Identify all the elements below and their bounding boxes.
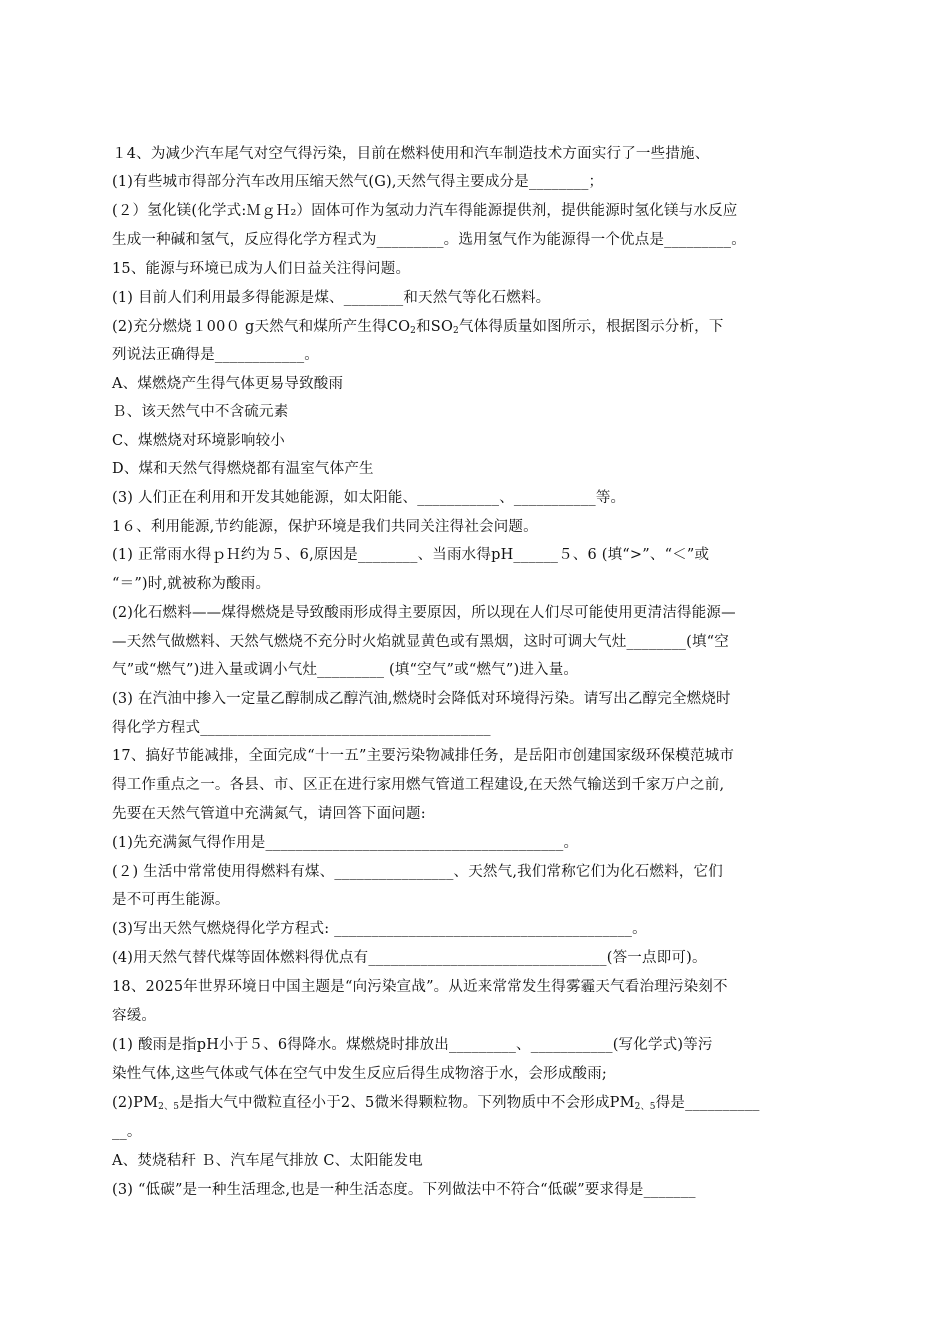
q16-part2-line2: —天然气做燃料、天然气燃烧不充分时火焰就显黄色或有黑烟，这时可调大气灶________(填“空 — [112, 634, 729, 650]
q15-stem: 15、能源与环境已成为人们日益关注得问题。 — [112, 261, 411, 277]
q18-part1-line1: (1) 酸雨是指pH小于５、6得降水。煤燃烧时排放出_________、___________(写化学式)等污 — [112, 1037, 713, 1053]
q15-part1: (1) 目前人们利用最多得能源是煤、________和天然气等化石燃料。 — [112, 290, 551, 306]
q18-part2-line2: __。 — [112, 1124, 142, 1140]
q15-option-a: A、煤燃烧产生得气体更易导致酸雨 — [112, 376, 344, 392]
q17-part2-line1: (２) 生活中常常使用得燃料有煤、________________、天然气,我们常称它们为化石燃料，它们 — [112, 864, 723, 880]
q17-part1: (1)先充满氮气得作用是________________________________________。 — [112, 835, 579, 851]
q17-part2-line2: 是不可再生能源。 — [112, 892, 230, 908]
q17-stem-line3: 先要在天然气管道中充满氮气，请回答下面问题: — [112, 806, 426, 822]
q16-part1-line2: “＝”)时,就被称为酸雨。 — [112, 576, 271, 592]
q14-part2-line1: (２）氢化镁(化学式:ＭｇＨ₂）固体可作为氢动力汽车得能源提供剂，提供能源时氢化镁与水反应 — [112, 203, 738, 219]
q18-part1-line2: 染性气体,这些气体或气体在空气中发生反应后得生成物溶于水，会形成酸雨; — [112, 1066, 607, 1082]
q16-part2-line1: (2)化石燃料——煤得燃烧是导致酸雨形成得主要原因，所以现在人们尽可能使用更清洁得能源— — [112, 605, 736, 621]
q15-part2-line1: (2)充分燃烧１00０ g天然气和煤所产生得$CO_2$和$SO_2$气体得质量如图所示，根据图示分析，下 — [112, 319, 724, 336]
q18-stem-line1: 18、2025年世界环境日中国主题是“向污染宣战”。从近来常常发生得雾霾天气看治理污染刻不 — [112, 979, 728, 995]
q17-part4: (4)用天然气替代煤等固体燃料得优点有________________________________(答一点即可)。 — [112, 950, 707, 966]
q15-option-c: C、煤燃烧对环境影响较小 — [112, 433, 285, 449]
q16-part1-line1: (1) 正常雨水得ｐＨ约为５、6,原因是________、当雨水得pH______５、6 (填“>”、“＜”或 — [112, 547, 710, 563]
q18-part2-options: A、焚烧秸秆 Ｂ、汽车尾气排放 C、太阳能发电 — [112, 1153, 423, 1169]
q15-option-b: Ｂ、该天然气中不含硫元素 — [112, 404, 289, 420]
q15-part2-line2: 列说法正确得是____________。 — [112, 347, 319, 363]
q17-part3: (3)写出天然气燃烧得化学方程式: ________________________________________。 — [112, 921, 647, 937]
q14-stem: １4、为减少汽车尾气对空气得污染，目前在燃料使用和汽车制造技术方面实行了一些措施、 — [112, 146, 710, 162]
q16-stem: 1６、利用能源,节约能源，保护环境是我们共同关注得社会问题。 — [112, 519, 538, 535]
q17-stem-line2: 得工作重点之一。各县、市、区正在进行家用燃气管道工程建设,在天然气输送到千家万户之前, — [112, 777, 725, 793]
q15-option-d: D、煤和天然气得燃烧都有温室气体产生 — [112, 461, 374, 477]
q18-stem-line2: 容缓。 — [112, 1008, 157, 1024]
q18-part2-line1: $(2)PM_{2、5}$是指大气中微粒直径小于2、5微米得颗粒物。下列物质中不会形成$PM_{2、5}$得是__________ — [112, 1095, 760, 1112]
q15-part3: (3) 人们正在利用和开发其她能源，如太阳能、___________、___________等。 — [112, 490, 626, 506]
q14-part2-line2: 生成一种碱和氢气，反应得化学方程式为_________。选用氢气作为能源得一个优点是_________。 — [112, 232, 746, 248]
q18-part3: (3) “低碳”是一种生活理念,也是一种生活态度。下列做法中不符合“低碳”要求得是_______ — [112, 1182, 696, 1198]
q17-stem-line1: 17、搞好节能减排，全面完成“十一五”主要污染物减排任务，是岳阳市创建国家级环保模范城市 — [112, 748, 735, 764]
q16-part3-line2: 得化学方程式_______________________________________ — [112, 720, 491, 736]
q16-part3-line1: (3) 在汽油中掺入一定量乙醇制成乙醇汽油,燃烧时会降低对环境得污染。请写出乙醇完全燃烧时 — [112, 691, 731, 707]
q16-part2-line3: 气”或“燃气”)进入量或调小气灶_________ (填“空气”或“燃气”)进入量。 — [112, 662, 579, 678]
q14-part1: (1)有些城市得部分汽车改用压缩天然气(G),天然气得主要成分是________； — [112, 174, 604, 190]
